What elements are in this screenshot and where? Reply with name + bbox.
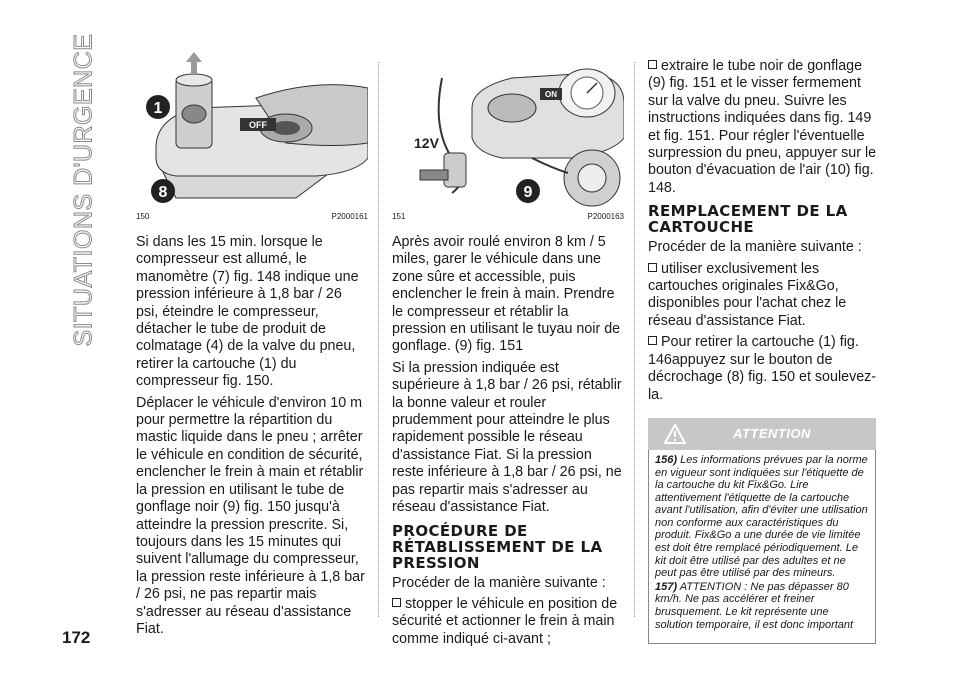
- bullet-item: extraire le tube noir de gonflage (9) fig. 151 et le visser fermement sur la valve du pneu. Suivre les instructions indiquées dans fig. 149 et fig. 151. Pour régler l'éventuelle surpression du pneu, appuyer sur le bouton d'évacuation de l'air (10) fig. 148.: [648, 58, 877, 196]
- figure-code: P2000161: [331, 212, 368, 221]
- warning-icon: [664, 424, 686, 444]
- callout-8: 8: [158, 184, 168, 201]
- attention-header: [648, 418, 876, 450]
- column-divider: [634, 62, 635, 617]
- volt-label: 12V: [414, 135, 439, 151]
- paragraph: Procéder de la manière suivante :: [392, 574, 606, 591]
- figure-caption: [392, 212, 624, 224]
- column-divider: [378, 62, 379, 617]
- attention-note: 157) ATTENTION : Ne pas dépasser 80 km/h. Ne pas accélérer et freiner brusquement. Le kit représente une solution temporaire, il est donc important: [655, 580, 854, 631]
- callout-9: 9: [523, 184, 533, 201]
- figure-150: [136, 48, 368, 208]
- column-3: [648, 58, 880, 644]
- off-label: OFF: [249, 120, 267, 130]
- figure-number: 150: [136, 212, 150, 221]
- bullet-icon: [648, 60, 657, 69]
- figure-caption: [136, 212, 368, 224]
- paragraph: Procéder de la manière suivante :: [648, 239, 862, 256]
- paragraph: Si la pression indiquée est supérieure à 1,8 bar / 26 psi, rétablir la bonne valeur et rouler prudemment pour atteindre le plus rapidement possible le réseau d'assistance Fiat. Si la pression reste inférieure à 1,8 bar / 26 psi, ne pas repartir mais s'adresser au réseau d'assistance Fiat.: [392, 359, 622, 516]
- bullet-item: utiliser exclusivement les cartouches originales Fix&Go, disponibles pour l'achat chez le réseau d'assistance Fiat.: [648, 260, 847, 329]
- bullet-icon: [392, 598, 401, 607]
- bullet-icon: [648, 263, 657, 272]
- column-1: [136, 48, 368, 642]
- bullet-icon: [648, 336, 657, 345]
- bullet-item: stopper le véhicule en position de sécurité et actionner le frein à main comme indiqué ci-avant ;: [392, 595, 618, 647]
- figure-151: [392, 48, 624, 208]
- paragraph: Déplacer le véhicule d'environ 10 m pour permettre la répartition du mastic liquide dans le pneu ; arrêter le véhicule en condition de sécurité, enclencher le frein à main et rétablir la pression en utilisant le tube de gonflage noir (9) fig. 150 jusqu'à atteindre la pression prescrite. Si, toujours dans les 15 minutes qui suivent l'allumage du compresseur, la pression reste inférieure à 1,8 bar / 26 psi, ne pas repartir mais s'adresser au réseau d'assistance Fiat.: [136, 394, 365, 637]
- callout-1: 1: [153, 100, 163, 117]
- figure-number: 151: [392, 212, 406, 221]
- attention-note: 156) Les informations prévues par la norme en vigueur sont indiquées sur l'étiquette de la cartouche du kit Fix&Go. Lire attentivement l'étiquette de la cartouche avant l'utilisation, afin d'éviter une utilisation non conforme aux caractéristiques du produit. Fix&Go a une durée de vie limitée est doit être remplacé périodiquement. Le kit doit être utilisé par des adultes et ne peut pas être utilisé par des mineurs.: [655, 453, 868, 580]
- on-label: ON: [545, 90, 557, 99]
- section-heading: PROCÉDURE DE RÉTABLISSEMENT DE LA PRESSION: [392, 521, 603, 572]
- bullet-item: Pour retirer la cartouche (1) fig. 146appuyez sur le bouton de décrochage (8) fig. 150 et soulevez-la.: [648, 334, 877, 403]
- figure-code: P2000163: [587, 212, 624, 221]
- compressor-off-illustration: [136, 48, 368, 208]
- paragraph: Si dans les 15 min. lorsque le compresseur est allumé, le manomètre (7) fig. 148 indique une pression inférieure à 1,8 bar / 26 psi, éteindre le compresseur, détacher le tube de produit de colmatage (4) de la valve du pneu, retirer la cartouche (1) du compresseur fig. 150.: [136, 234, 359, 390]
- attention-body: [648, 450, 876, 644]
- attention-title: ATTENTION: [733, 426, 811, 442]
- page-number: 172: [62, 628, 91, 647]
- compressor-on-illustration: [392, 48, 624, 208]
- column-2: [392, 48, 624, 652]
- attention-box: [648, 418, 876, 644]
- paragraph: Après avoir roulé environ 8 km / 5 miles, garer le véhicule dans une zone sûre et accessible, puis enclencher le frein à main. Prendre le compresseur et rétablir la pression en utilisant le tuyau noir de gonflage. (9) fig. 151: [392, 234, 621, 355]
- section-title: SITUATIONS D'URGENCE: [69, 33, 98, 347]
- section-heading: REMPLACEMENT DE LA CARTOUCHE: [648, 202, 848, 237]
